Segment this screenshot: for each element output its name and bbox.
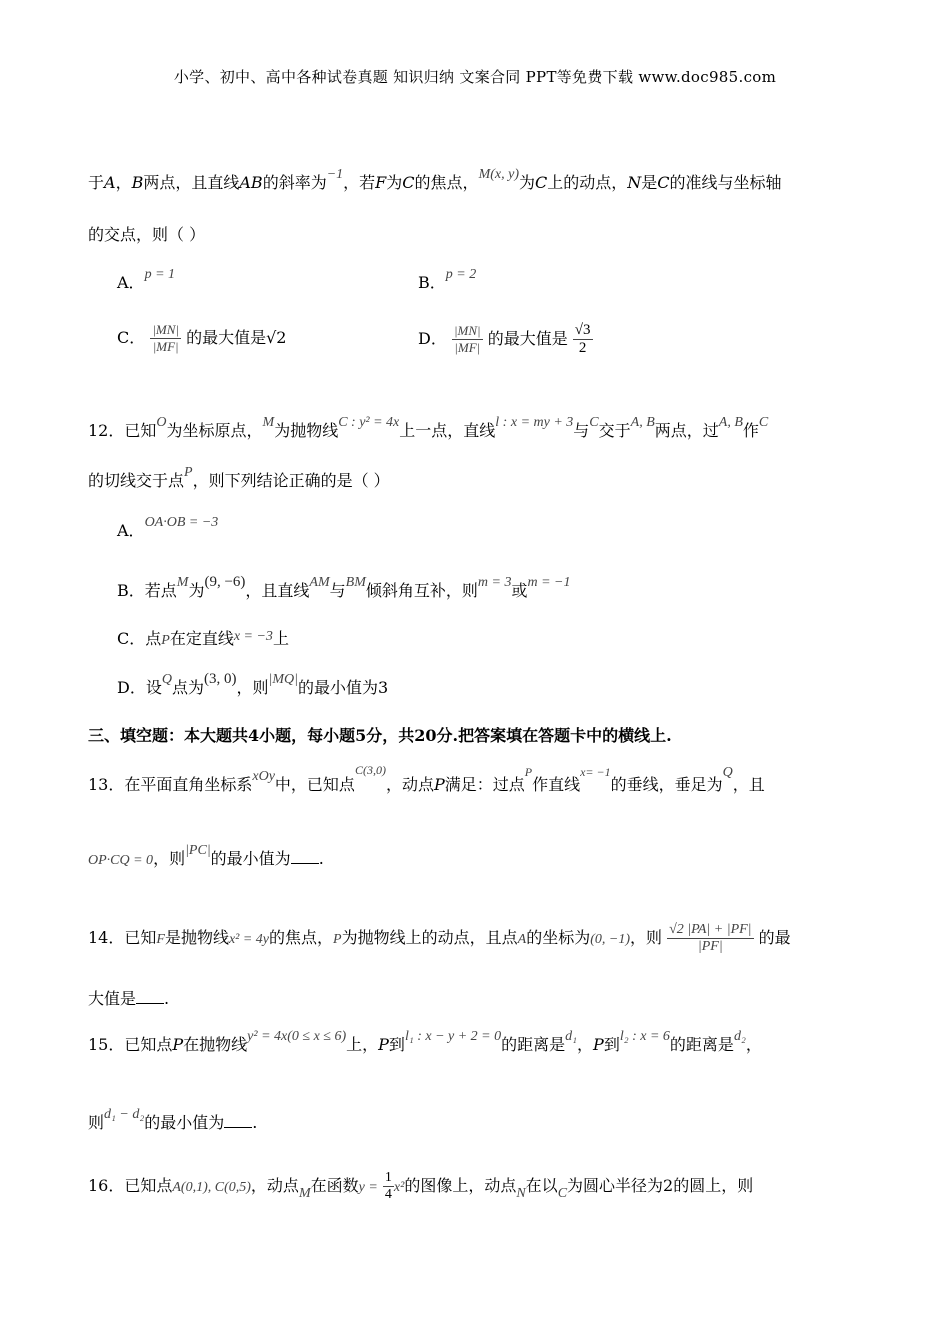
q11-option-d: D． $\frac{|MN|}{|MF|}$ 的最大值是 $\frac{√3}{2}$ (418, 322, 591, 356)
q12-option-d: D．设Q点为(3, 0)，则|MQ|的最小值为3 (117, 671, 389, 697)
q12-option-a: A．OA·OB = −3 (117, 515, 219, 540)
q13-stem-line2: OP·CQ = 0，则|PC|的最小值为 . (88, 843, 324, 868)
q14-answer-blank (136, 991, 164, 1004)
q15-stem-line2: 则d₁ − d₂的最小值为 . (88, 1107, 258, 1132)
page-header: 小学、初中、高中各种试卷真题 知识归纳 文案合同 PPT等免费下载 www.doc985.com (173, 68, 777, 86)
q11-option-a: A．p = 1 (117, 267, 176, 292)
q14-stem-line2: 大值是 . (88, 989, 170, 1008)
q11-stem-line2: 的交点，则（ ） (88, 225, 206, 244)
q13-stem-line1: 13．在平面直角坐标系xOy中，已知点$^{C(3,0)}$，动点P满足：过点$^P$作直线$^{x= -1}$的垂线，垂足为Q，且 (88, 763, 765, 794)
q12-option-b: B．若点M为(9, −6)，且直线AM与BM倾斜角互补，则m = 3或m = −1 (117, 574, 571, 600)
q12-option-c: C．点P在定直线x = −3上 (117, 629, 289, 648)
q12-stem-line2: 的切线交于点P，则下列结论正确的是（ ） (88, 465, 390, 490)
q12-stem-line1: 12．已知O为坐标原点，M为抛物线C : y² = 4x上一点，直线l : x = my + 3与C交于A, B两点，过A, B作C (88, 415, 769, 440)
section-three-heading: 三、填空题：本大题共4小题，每小题5分，共20分.把答案填在答题卡中的横线上. (88, 726, 672, 745)
q14-stem-line1: 14．已知F是抛物线x² = 4y的焦点，P为抛物线上的动点，且点A的坐标为(0, −1)，则 $\frac{√2 |PA| + |PF|}{|PF|}$ 的最 (88, 922, 791, 954)
q11-option-c: C． $\frac{|MN|}{|MF|}$ 的最大值是√2 (117, 322, 287, 354)
q13-answer-blank (291, 851, 319, 864)
q11-stem-line1: 于A，B两点，且直线AB的斜率为−1，若F为C的焦点，M(x, y)为C上的动点，N是C的准线与坐标轴 (88, 167, 782, 192)
q15-stem-line1: 15．已知点P在抛物线y² = 4x(0 ≤ x ≤ 6)上，P到l₁ : x − y + 2 = 0的距离是d₁，P到l₂ : x = 6的距离是d₂， (88, 1029, 762, 1054)
q16-stem-line1: 16．已知点A(0,1), C(0,5)，动点M在函数y = $\frac{1}{4}$ x²的图像上，动点N在以C为圆心半径为2的圆上，则 (88, 1170, 754, 1202)
q15-answer-blank (224, 1115, 252, 1128)
q11-option-b: B．p = 2 (418, 267, 477, 292)
